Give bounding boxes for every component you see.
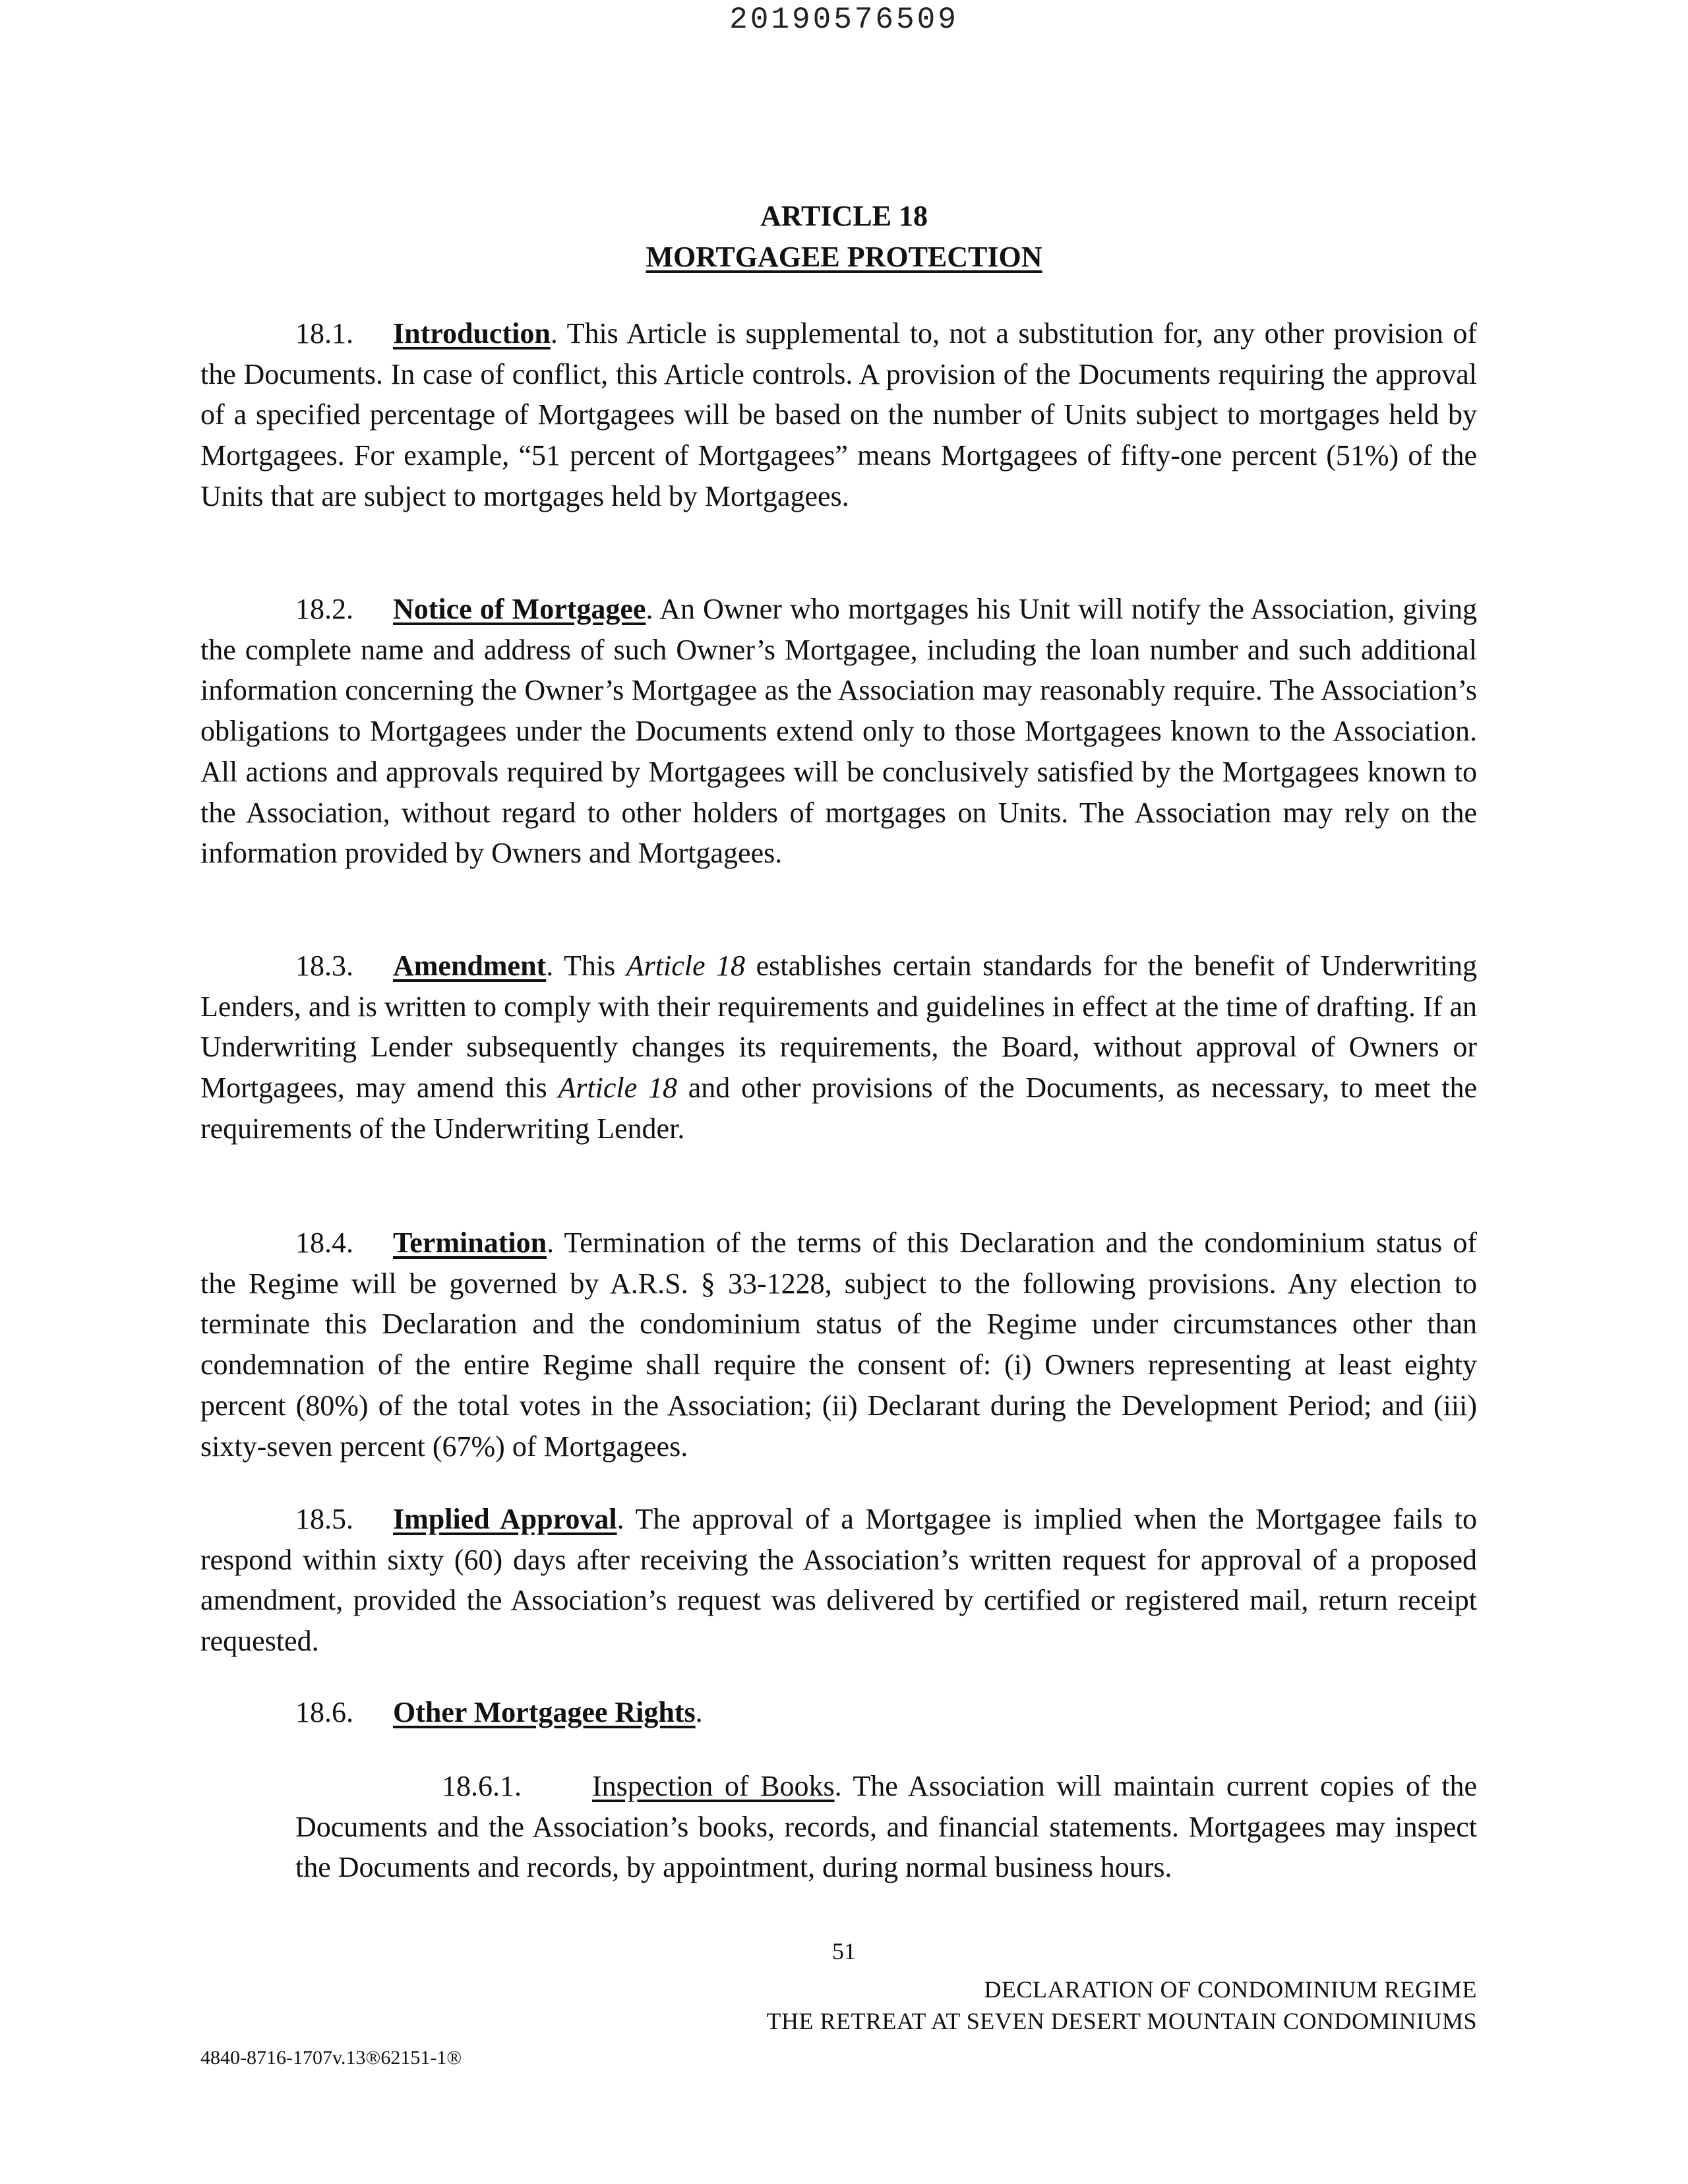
subsection-number: 18.6.1. (442, 1770, 522, 1802)
document-id: 4840-8716-1707v.13®62151-1® (200, 2047, 462, 2069)
section-text: . An Owner who mortgages his Unit will notify the Association, giving the complete name and address of such Owner’s Mortgagee, including the loan number and such additional information concerning the Owner’s Mortgagee as the Association may reasonably require. The Association’s obligations to Mortgagees under the Documents extend only to those Mortgagees known to the Association. All actions and approvals required by Mortgagees will be conclusively satisfied by the Mortgagees known to the Association, without regard to other holders of mortgages on Units. The Association may rely on the information provided by Owners and Mortgagees. (200, 593, 1477, 870)
section-18-2 (200, 589, 1477, 874)
section-text: . Termination of the terms of this Declaration and the condominium status of the Regime will be governed by A.R.S. § 33-1228, subject to the following provisions. Any election to terminate this Declaration and the condominium status of the Regime under circumstances other than condemnation of the entire Regime shall require the consent of: (i) Owners representing at least eighty percent (80%) of the total votes in the Association; (ii) Declarant during the Development Period; and (iii) sixty-seven percent (67%) of Mortgagees. (200, 1227, 1477, 1463)
section-text: . The Association will maintain current copies of the Documents and the Association’s books, records, and financial statements. Mortgagees may inspect the Documents and records, by appointment, during normal business hours. (295, 1770, 1477, 1884)
footer-title-line-2: THE RETREAT AT SEVEN DESERT MOUNTAIN CONDOMINIUMS (766, 2008, 1477, 2034)
section-18-1 (200, 313, 1477, 517)
section-number: 18.6. (295, 1696, 353, 1728)
section-title: Notice of Mortgagee (393, 593, 646, 625)
section-title: Implied Approval (393, 1503, 617, 1535)
section-18-6-1 (295, 1766, 1477, 1888)
section-number: 18.5. (295, 1503, 353, 1535)
article-reference: Article 18 (626, 950, 746, 982)
section-18-4 (200, 1223, 1477, 1467)
section-text: . The approval of a Mortgagee is implied when the Mortgagee fails to respond within sixty (60) days after receiving the Association’s written request for approval of a proposed amendment, provided the Association’s request was delivered by certified or registered mail, return receipt requested. (200, 1503, 1477, 1658)
section-number: 18.4. (295, 1227, 353, 1259)
section-text: and other provisions of the Documents, as necessary, to meet the requirements of the Underwriting Lender. (200, 1072, 1477, 1145)
article-title: MORTGAGEE PROTECTION (646, 241, 1042, 273)
section-title: Other Mortgagee Rights (393, 1696, 696, 1728)
recording-number: 20190576509 (729, 3, 959, 37)
section-18-3 (200, 946, 1477, 1149)
section-18-6 (200, 1692, 1477, 1733)
section-text: . (695, 1696, 703, 1728)
page-number: 51 (832, 1938, 856, 1964)
subsection-title: Inspection of Books (592, 1770, 835, 1802)
section-text: establishes certain standards for the benefit of Underwriting Lenders, and is written to comply with their requirements and guidelines in effect at the time of drafting. If an Underwriting Lender subsequently changes its requirements, the Board, without approval of Owners or Mortgagees, may amend this (200, 950, 1477, 1105)
section-18-5 (200, 1499, 1477, 1662)
section-title: Termination (393, 1227, 547, 1259)
section-title: Introduction (393, 317, 551, 349)
section-number: 18.1. (295, 317, 353, 349)
section-title: Amendment (393, 950, 547, 982)
article-number: ARTICLE 18 (760, 200, 928, 232)
section-text: . This (546, 950, 626, 982)
section-number: 18.2. (295, 593, 353, 625)
article-reference: Article 18 (558, 1072, 677, 1105)
section-number: 18.3. (295, 950, 353, 982)
section-text: . This Article is supplemental to, not a substitution for, any other provision of the Documents. In case of conflict, this Article controls. A provision of the Documents requiring the approval of a specified percentage of Mortgagees will be based on the number of Units subject to mortgages held by Mortgagees. For example, “51 percent of Mortgagees” means Mortgagees of fifty-one percent (51%) of the Units that are subject to mortgages held by Mortgagees. (200, 317, 1477, 512)
footer-title-line-1: DECLARATION OF CONDOMINIUM REGIME (984, 1976, 1477, 2003)
